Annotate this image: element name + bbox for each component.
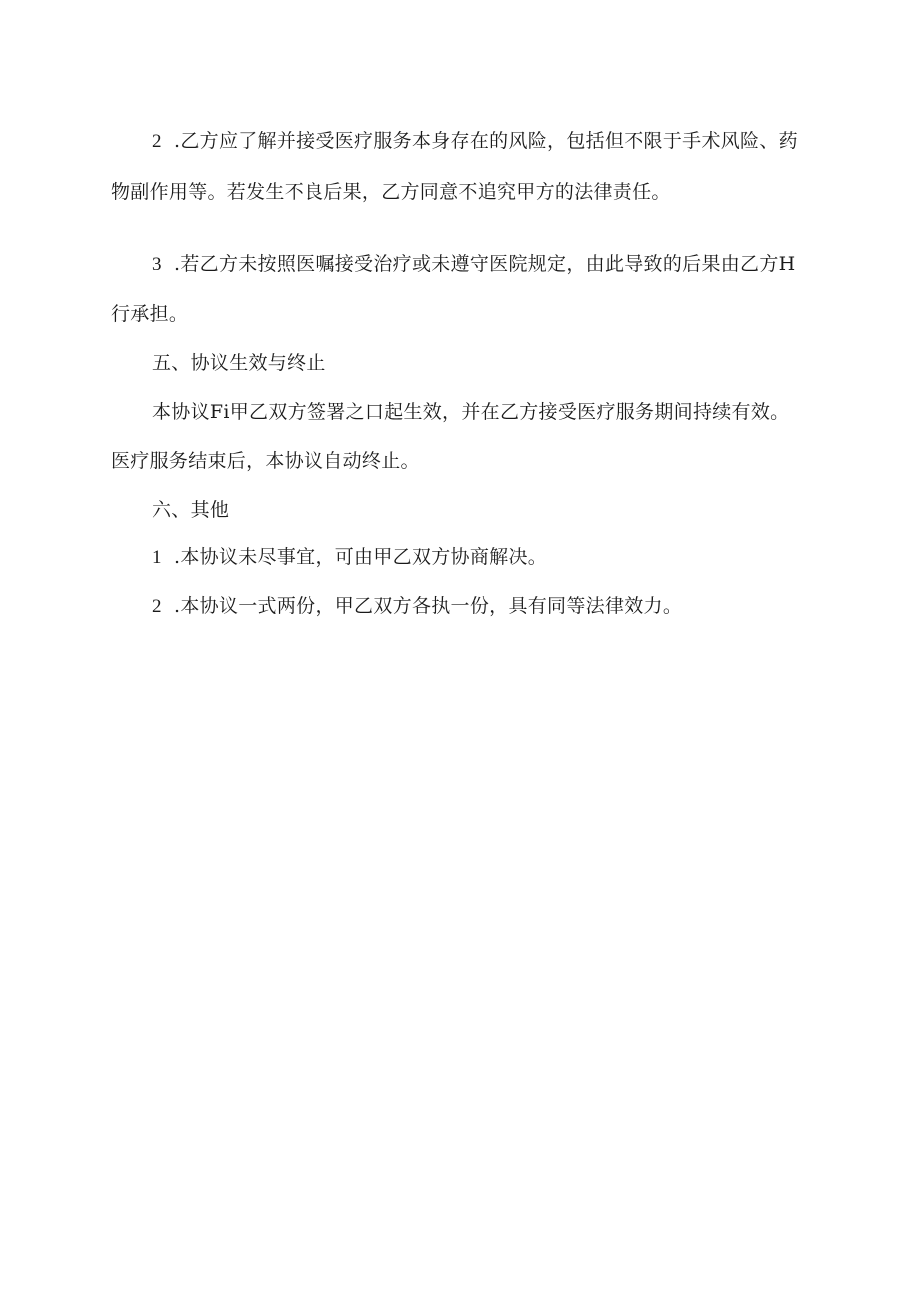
clause-3-text: .若乙方未按照医嘱接受治疗或未遵守医院规定，由此导致的后果由乙方H: [174, 253, 796, 275]
clause-3-number: 3: [152, 254, 162, 275]
item-1-text: .本协议未尽事宜，可由甲乙双方协商解决。: [174, 546, 548, 568]
section-6-item-1: [152, 544, 547, 571]
clause-2-number: 2: [152, 131, 162, 152]
item-2-number: 2: [152, 596, 162, 617]
item-1-number: 1: [152, 547, 162, 568]
section-5-heading: 五、协议生效与终止: [152, 352, 326, 374]
clause-2-text: .乙方应了解并接受医疗服务本身存在的风险，包括但不限于手术风险、药: [174, 130, 798, 152]
clause-3-line-2: 行承担。: [111, 303, 189, 325]
clause-2-line-1: [152, 128, 798, 155]
clause-3-line-1: [152, 251, 796, 278]
section-6-item-2: [152, 593, 682, 620]
item-2-text: .本协议一式两份，甲乙双方各执一份，具有同等法律效力。: [174, 595, 683, 617]
section-6-heading: 六、其他: [152, 499, 230, 521]
section-5-paragraph-line-1: 本协议Fi甲乙双方签署之口起生效，并在乙方接受医疗服务期间持续有效。: [152, 401, 790, 423]
clause-2-line-2: 物副作用等。若发生不良后果，乙方同意不追究甲方的法律责任。: [111, 181, 671, 203]
section-5-paragraph-line-2: 医疗服务结束后，本协议自动终止。: [111, 450, 420, 472]
